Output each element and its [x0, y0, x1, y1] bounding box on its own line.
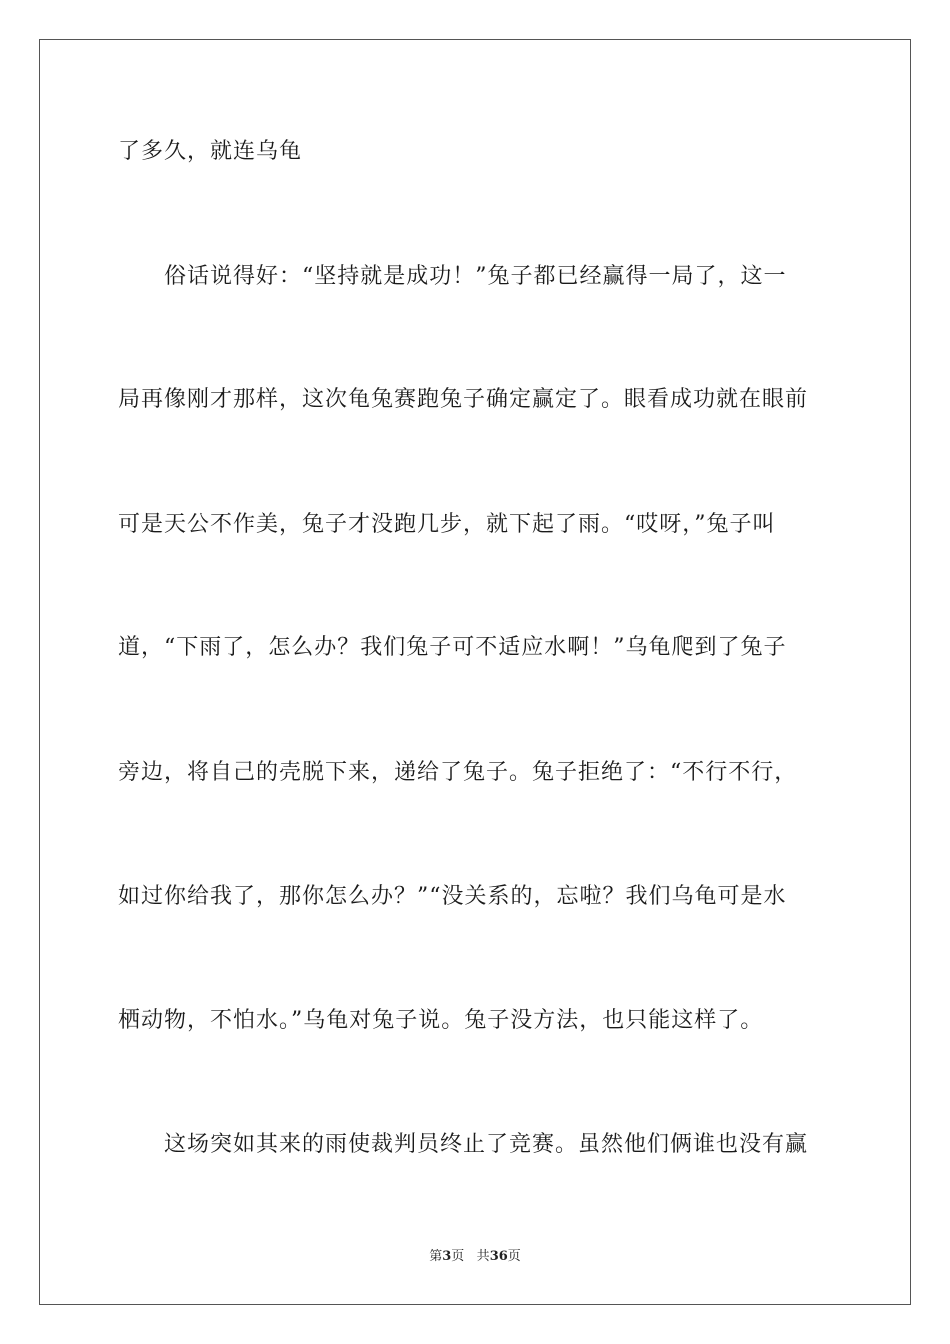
page-frame — [39, 39, 911, 1305]
text-line-2: 俗话说得好：“坚持就是成功！”兔子都已经赢得一局了，这一 — [164, 264, 787, 289]
footer-page-number: 3 — [442, 1249, 452, 1264]
text-line-7: 如过你给我了，那你怎么办？”“没关系的，忘啦？我们乌龟可是水 — [118, 884, 787, 909]
text-line-1: 了多久，就连乌龟 — [118, 139, 303, 164]
text-line-9: 这场突如其来的雨使裁判员终止了竞赛。虽然他们俩谁也没有赢 — [164, 1132, 809, 1157]
text-line-5: 道，“下雨了，怎么办？我们兔子可不适应水啊！”乌龟爬到了兔子 — [118, 635, 787, 660]
text-line-3: 局再像刚才那样，这次龟兔赛跑兔子确定赢定了。眼看成功就在眼前 — [118, 387, 809, 412]
footer-prefix: 第 — [429, 1249, 443, 1264]
text-line-8: 栖动物，不怕水。”乌龟对兔子说。兔子没方法，也只能这样了。 — [118, 1008, 764, 1033]
footer-total-pages: 36 — [489, 1249, 508, 1264]
footer-page-suffix: 页 — [451, 1249, 465, 1264]
text-line-6: 旁边，将自己的壳脱下来，递给了兔子。兔子拒绝了：“不行不行， — [118, 760, 798, 785]
text-line-4: 可是天公不作美，兔子才没跑几步，就下起了雨。“哎呀，”兔子叫 — [118, 512, 776, 537]
page-footer — [0, 1245, 950, 1264]
footer-total-prefix: 共 — [476, 1249, 490, 1264]
footer-total-suffix: 页 — [507, 1249, 521, 1264]
